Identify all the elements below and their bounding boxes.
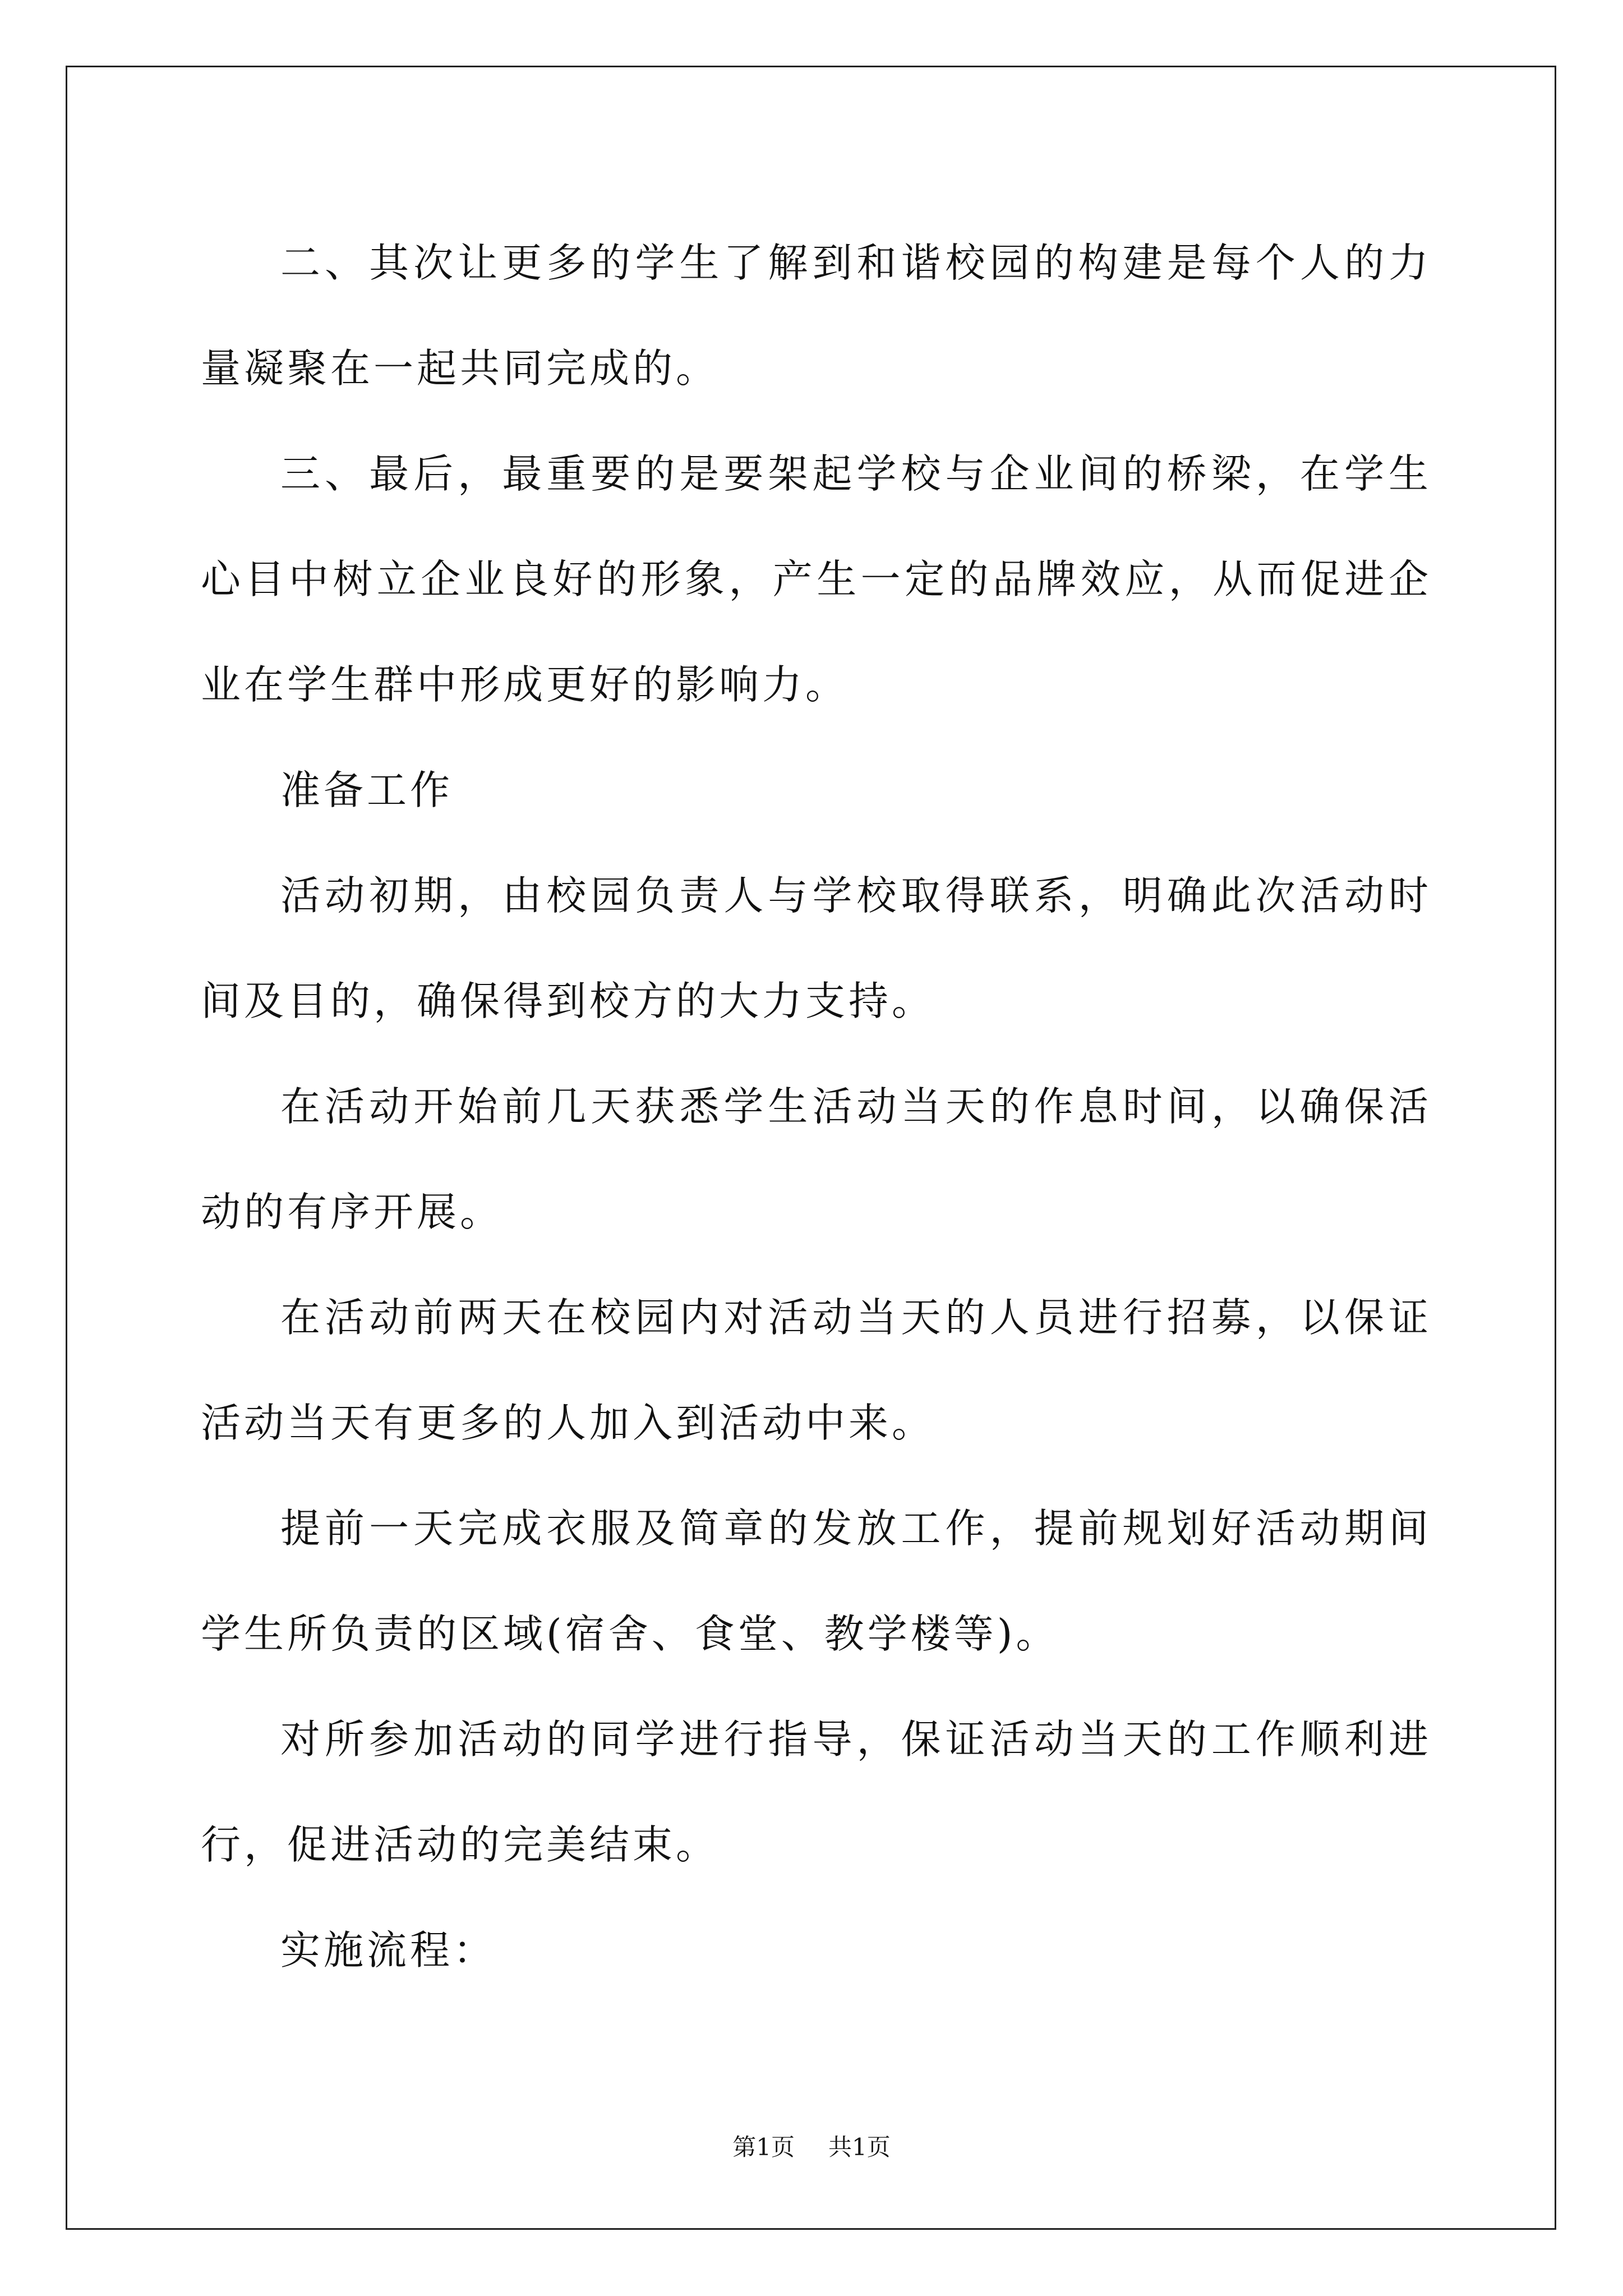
paragraph-prep-contact-school: 活动初期，由校园负责人与学校取得联系，明确此次活动时间及目的，确保得到校方的大力支持。 bbox=[201, 872, 1432, 1024]
paragraph-prep-schedule: 在活动开始前几天获悉学生活动当天的作息时间，以确保活动的有序开展。 bbox=[201, 1083, 1432, 1235]
paragraph-goal-three: 三、最后，最重要的是要架起学校与企业间的桥梁，在学生心目中树立企业良好的形象，产生一定的品牌效应，从而促进企业在学生群中形成更好的影响力。 bbox=[201, 450, 1432, 708]
page-total: 共1页 bbox=[828, 2133, 891, 2161]
paragraph-prep-guidance: 对所参加活动的同学进行指导，保证活动当天的工作顺利进行，促进活动的完美结束。 bbox=[201, 1716, 1432, 1868]
paragraph-prep-distribution: 提前一天完成衣服及简章的发放工作，提前规划好活动期间学生所负责的区域(宿舍、食堂、教学楼等)。 bbox=[201, 1505, 1432, 1657]
paragraph-prep-recruitment: 在活动前两天在校园内对活动当天的人员进行招募，以保证活动当天有更多的人加入到活动中来。 bbox=[201, 1294, 1432, 1446]
page-footer bbox=[0, 2129, 1623, 2162]
document-body bbox=[201, 210, 1432, 2003]
page-number: 第1页 bbox=[732, 2133, 795, 2161]
section-heading-implementation: 实施流程： bbox=[280, 1927, 497, 1973]
paragraph-goal-two: 二、其次让更多的学生了解到和谐校园的构建是每个人的力量凝聚在一起共同完成的。 bbox=[201, 240, 1432, 392]
section-heading-preparation: 准备工作 bbox=[280, 767, 454, 813]
